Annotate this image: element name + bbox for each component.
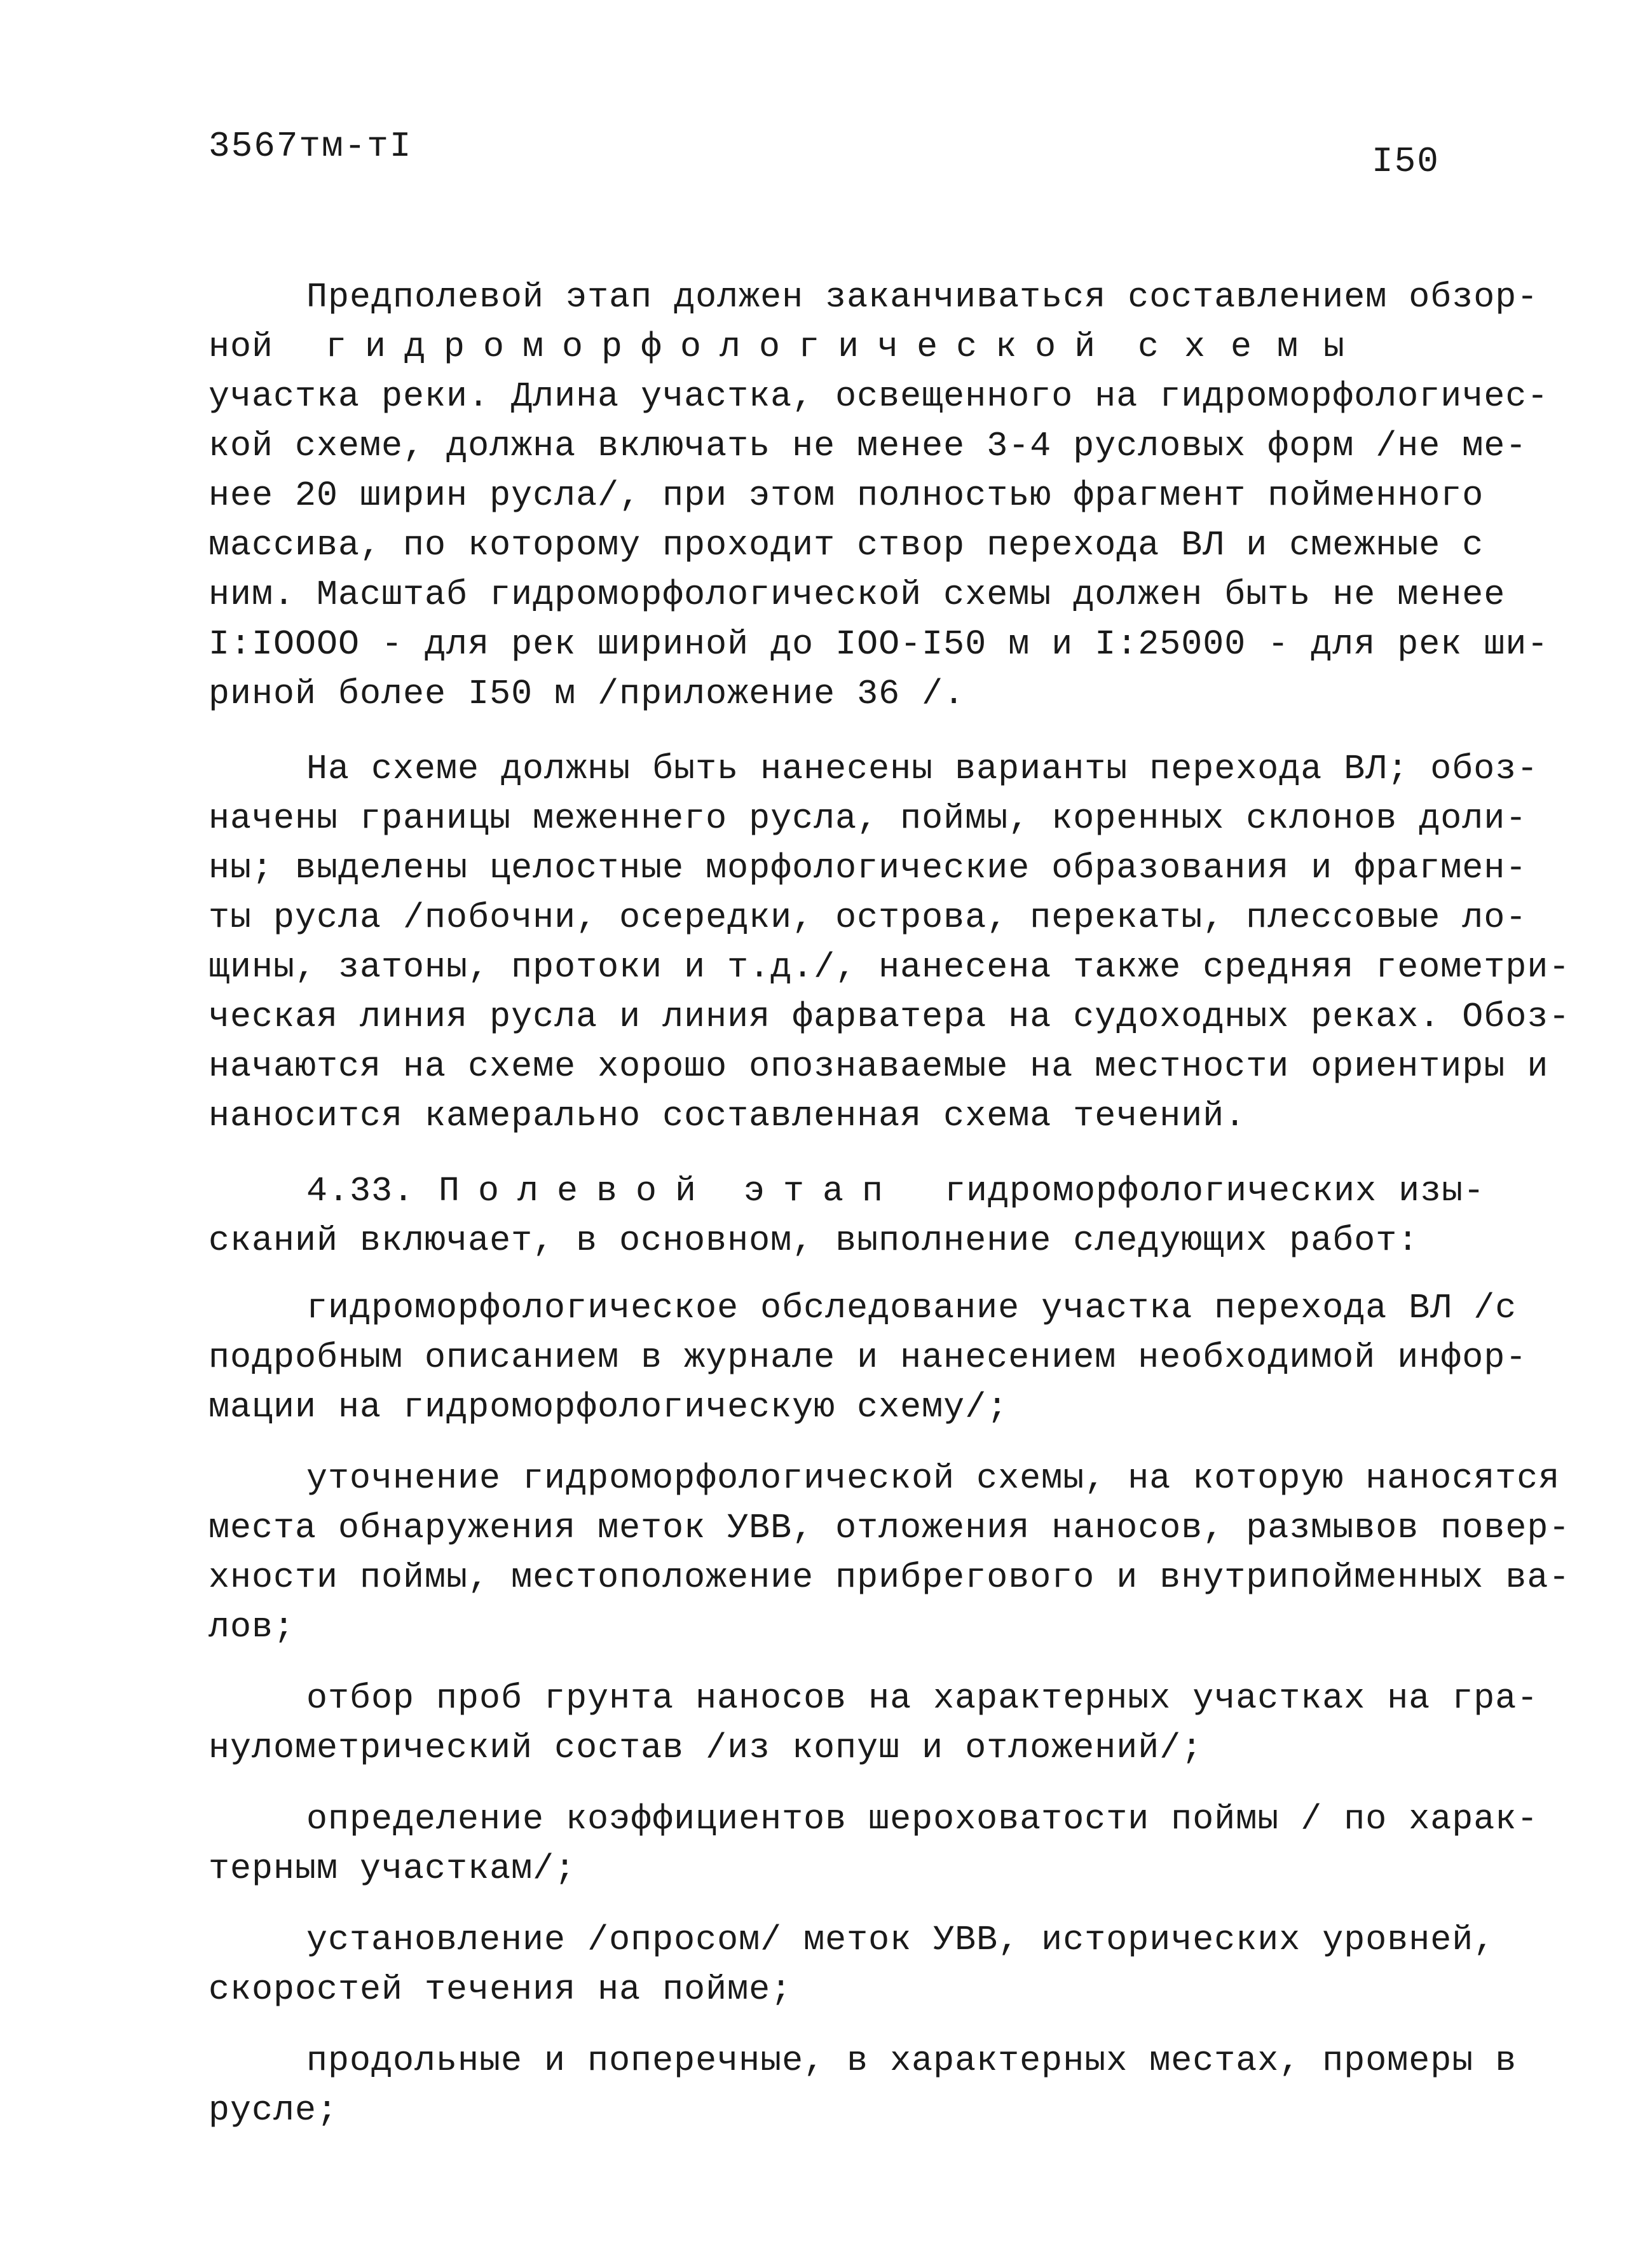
p2-line-1: На схеме должны быть нанесены варианты перехода ВЛ; обоз- [306, 749, 1539, 789]
p2-line-4: ты русла /побочни, осередки, острова, перекаты, плессовые ло- [208, 898, 1527, 938]
p2-line-3: ны; выделены целостные морфологические образования и фрагмен- [208, 848, 1527, 888]
p1-line-2c: схемы [1138, 327, 1370, 367]
p1-line-9: риной более I50 м /приложение 36 /. [208, 674, 966, 714]
p2-line-7: начаются на схеме хорошо опознаваемые на местности ориентиры и [208, 1046, 1549, 1086]
item-1-line-3: мации на гидроморфологическую схему/; [208, 1387, 1009, 1427]
p1-line-7: ним. Масштаб гидроморфологической схемы должен быть не менее [208, 575, 1506, 615]
p1-line-1: Предполевой этап должен заканчиваться составлением обзор- [306, 277, 1539, 317]
item-2-line-3: хности поймы, местоположение прибрегового и внутрипойменных ва- [208, 1558, 1571, 1598]
item-3-line-2: нулометрический состав /из копуш и отложений/; [208, 1728, 1203, 1768]
p1-line-2b: гидроморфологической [325, 327, 1114, 367]
section-line-2: сканий включает, в основном, выполнение следующих работ: [208, 1221, 1419, 1261]
p1-line-3: участка реки. Длина участка, освещенного на гидроморфологичес- [208, 376, 1549, 416]
item-2-line-2: места обнаружения меток УВВ, отложения наносов, размывов повер- [208, 1508, 1571, 1548]
p2-line-8: наносится камерально составленная схема течений. [208, 1096, 1246, 1136]
item-1-line-2: подробным описанием в журнале и нанесением необходимой инфор- [208, 1338, 1527, 1378]
section-line-1-rest: гидроморфологических изы- [945, 1171, 1485, 1211]
item-5-line-2: скоростей течения на пойме; [208, 1969, 793, 2010]
item-4-line-2: терным участкам/; [208, 1849, 577, 1889]
item-5-line-1: установление /опросом/ меток УВВ, исторических уровней, [306, 1920, 1496, 1960]
p1-line-4: кой схеме, должна включать не менее 3-4 русловых форм /не ме- [208, 426, 1527, 466]
p1-line-8: I:IOOOO - для рек шириной до IOO-I50 м и I:25000 - для рек ши- [208, 624, 1549, 664]
p1-line-2a: ной [208, 327, 274, 367]
page-number: I50 [1372, 141, 1440, 182]
p1-line-5: нее 20 ширин русла/, при этом полностью фрагмент пойменного [208, 476, 1484, 516]
item-2-line-1: уточнение гидроморфологической схемы, на которую наносятся [306, 1458, 1560, 1498]
item-2-line-4: лов; [208, 1607, 296, 1647]
item-6-line-1: продольные и поперечные, в характерных местах, промеры в [306, 2041, 1517, 2081]
section-title-word-1: Полевой [439, 1171, 715, 1211]
section-number: 4.33. [306, 1171, 415, 1211]
item-3-line-1: отбор проб грунта наносов на характерных участках на гра- [306, 1678, 1539, 1718]
item-1-line-1: гидроморфологическое обследование участка перехода ВЛ /с [306, 1288, 1517, 1328]
item-4-line-1: определение коэффициентов шероховатости поймы / по харак- [306, 1799, 1539, 1839]
p2-line-2: начены границы меженнего русла, поймы, коренных склонов доли- [208, 798, 1527, 839]
p2-line-6: ческая линия русла и линия фарватера на судоходных реках. Обоз- [208, 997, 1571, 1037]
item-6-line-2: русле; [208, 2090, 339, 2130]
document-code: 3567тм-тI [208, 126, 413, 167]
section-title-word-2: этап [744, 1171, 902, 1211]
p1-line-6: массива, по которому проходит створ перехода ВЛ и смежные с [208, 525, 1484, 565]
p2-line-5: щины, затоны, протоки и т.д./, нанесена также средняя геометри- [208, 947, 1571, 987]
